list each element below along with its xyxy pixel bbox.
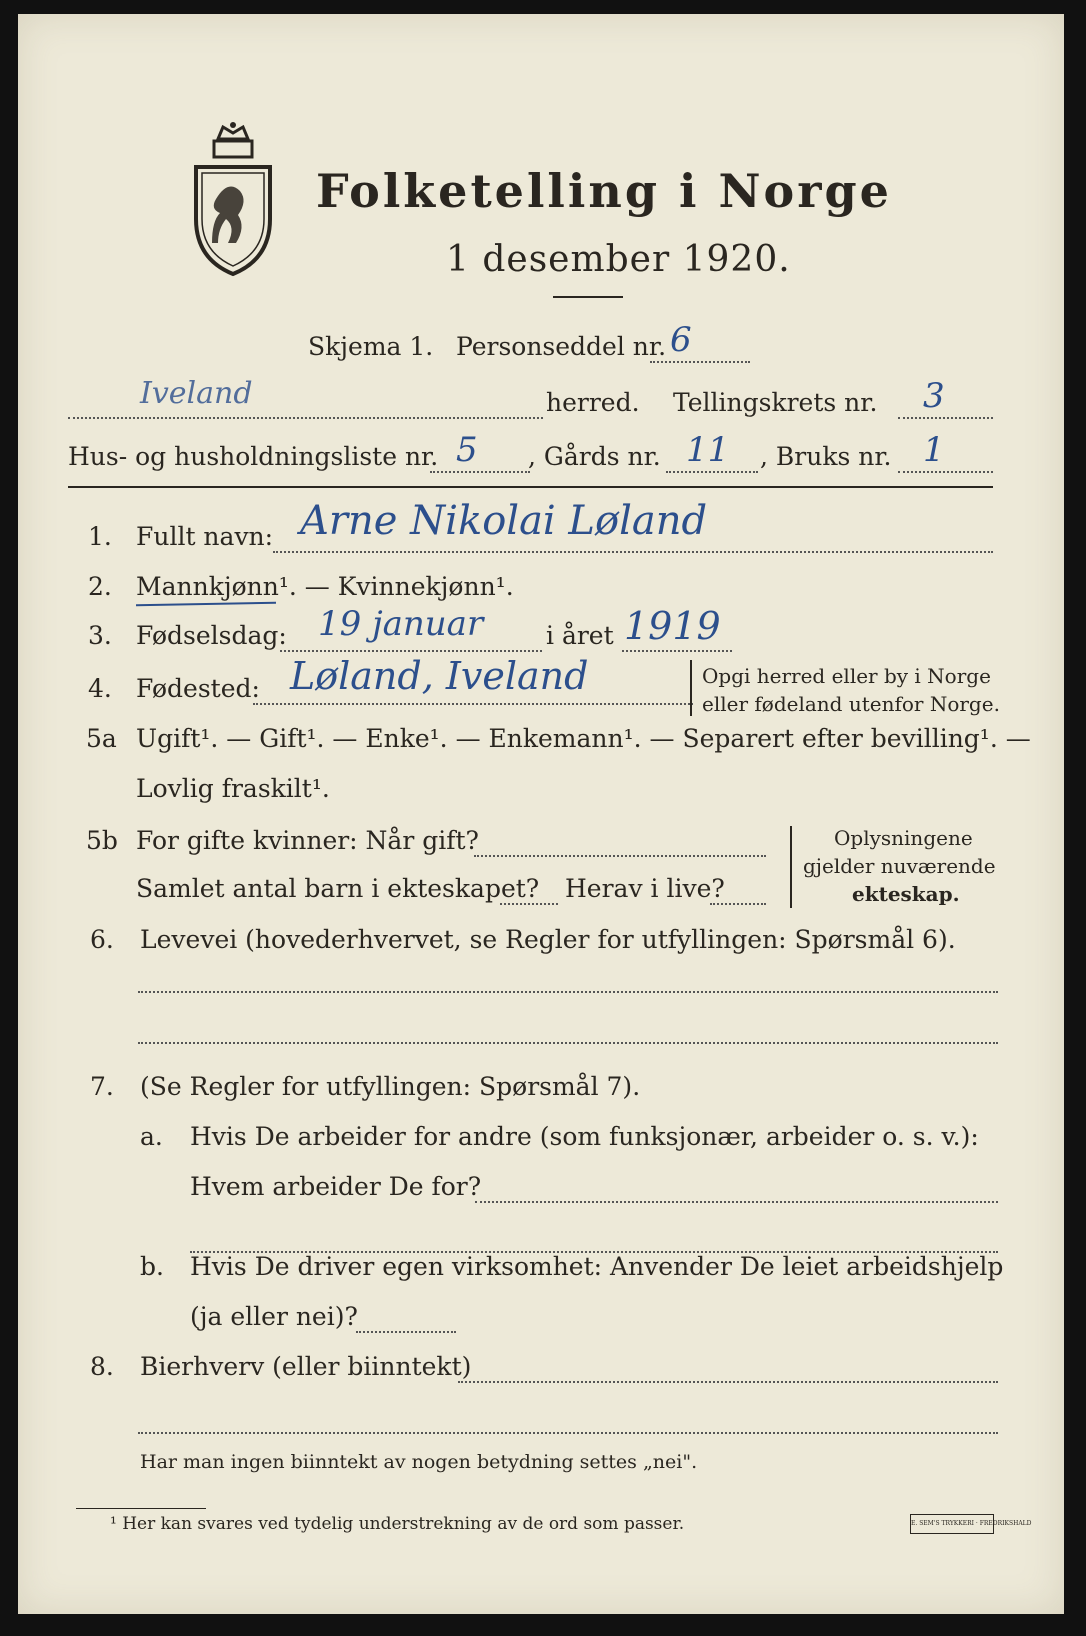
bruks-line [898, 471, 993, 473]
herred-line [68, 417, 543, 419]
tellingskrets-line [898, 417, 993, 419]
header-divider [68, 486, 993, 488]
q3-number: 3. [88, 621, 112, 650]
q8-text: Bierhverv (eller biinntekt) [140, 1352, 472, 1381]
marital-status-options-2[interactable]: Lovlig fraskilt¹. [136, 774, 330, 803]
q5a-number: 5a [86, 724, 117, 753]
personseddel-line [650, 361, 750, 363]
q7a-text2: Hvem arbeider De for? [190, 1172, 482, 1201]
q4-line [253, 703, 693, 705]
q4-note-brace [690, 660, 692, 716]
skjema-label: Skjema 1. [308, 332, 434, 361]
q5b-married-when: For gifte kvinner: Når gift? [136, 826, 479, 855]
gender-underline [136, 602, 276, 606]
q1-number: 1. [88, 522, 112, 551]
q5b-alive-line [710, 903, 766, 905]
q2-number: 2. [88, 572, 112, 601]
q5b-note-line1: Oplysningene [834, 826, 973, 850]
q5b-note-line3: ekteskap. [852, 882, 960, 906]
q8-number: 8. [90, 1352, 114, 1381]
hus-label: Hus- og husholdningsliste nr. [68, 442, 439, 471]
gards-value[interactable]: 11 [686, 430, 730, 470]
personseddel-value[interactable]: 6 [670, 320, 692, 360]
q7a-line-1 [475, 1201, 998, 1203]
q5b-number: 5b [86, 826, 118, 855]
q7b-line [356, 1331, 456, 1333]
q5b-alive-label: Herav i live? [565, 874, 725, 903]
q7b-text: Hvis De driver egen virksomhet: Anvender De leiet arbeidshjelp [190, 1252, 1004, 1281]
q7b-text2: (ja eller nei)? [190, 1302, 358, 1331]
gards-label: , Gårds nr. [528, 442, 661, 471]
bruks-value[interactable]: 1 [923, 430, 945, 470]
printer-stamp [910, 1514, 1032, 1534]
marital-status-options[interactable]: Ugift¹. — Gift¹. — Enke¹. — Enkemann¹. — Separert efter bevilling¹. — [136, 724, 1031, 753]
q3-year-line [622, 650, 732, 652]
q6-number: 6. [90, 925, 114, 954]
footnote-divider [76, 1508, 206, 1509]
q7a-letter: a. [140, 1122, 163, 1151]
q7a-text: Hvis De arbeider for andre (som funksjonær, arbeider o. s. v.): [190, 1122, 979, 1151]
birthplace-value[interactable]: Løland, Iveland [290, 654, 589, 698]
bruks-label: , Bruks nr. [760, 442, 892, 471]
printer-stamp-text: E. SEM'S TRYKKERI · FREDRIKSHALD [911, 1520, 1032, 1527]
census-form [18, 14, 1064, 1614]
q4-note-line1: Opgi herred eller by i Norge [702, 664, 991, 688]
q5b-children-line [500, 903, 558, 905]
q5b-children-count: Samlet antal barn i ekteskapet? [136, 874, 540, 903]
bottom-note: Har man ingen biinntekt av nogen betydning settes „nei". [140, 1451, 698, 1473]
full-name-value[interactable]: Arne Nikolai Løland [300, 498, 708, 544]
q3-label: Fødselsdag: [136, 621, 287, 650]
birth-year-value[interactable]: 1919 [624, 604, 721, 648]
form-date: 1 desember 1920. [446, 239, 791, 280]
q5b-married-line [474, 855, 766, 857]
hus-line [430, 471, 530, 473]
footnote: ¹ Her kan svares ved tydelig understrekning av de ord som passer. [110, 1514, 685, 1534]
herred-value[interactable]: Iveland [140, 376, 253, 411]
q1-label: Fullt navn: [136, 522, 274, 551]
q8-line-1 [458, 1381, 998, 1383]
q3-line [280, 650, 542, 652]
gards-line [666, 471, 758, 473]
form-title: Folketelling i Norge [316, 164, 892, 218]
q4-number: 4. [88, 674, 112, 703]
q5b-note-line2: gjelder nuværende [803, 854, 996, 878]
tellingskrets-value[interactable]: 3 [923, 376, 945, 416]
tellingskrets-label: Tellingskrets nr. [673, 388, 878, 417]
q7b-letter: b. [140, 1252, 164, 1281]
q5b-note-brace [790, 826, 792, 908]
q6-text: Levevei (hovederhvervet, se Regler for utfyllingen: Spørsmål 6). [140, 925, 956, 954]
hus-value[interactable]: 5 [456, 430, 478, 470]
q4-note-line2: eller fødeland utenfor Norge. [702, 692, 1000, 716]
coat-of-arms-icon [188, 119, 278, 283]
q1-line [273, 551, 993, 553]
q7-number: 7. [90, 1072, 114, 1101]
q8-line-2 [138, 1432, 998, 1434]
herred-label: herred. [546, 388, 640, 417]
q4-label: Fødested: [136, 674, 260, 703]
q6-line-2 [138, 1042, 998, 1044]
birthday-value[interactable]: 19 januar [318, 604, 484, 644]
q7-text: (Se Regler for utfyllingen: Spørsmål 7). [140, 1072, 641, 1101]
q3-year-label: i året [546, 621, 614, 650]
gender-options[interactable]: Mannkjønn¹. — Kvinnekjønn¹. [136, 572, 514, 601]
personseddel-label: Personseddel nr. [456, 332, 667, 361]
title-divider [553, 296, 623, 298]
q6-line-1 [138, 991, 998, 993]
